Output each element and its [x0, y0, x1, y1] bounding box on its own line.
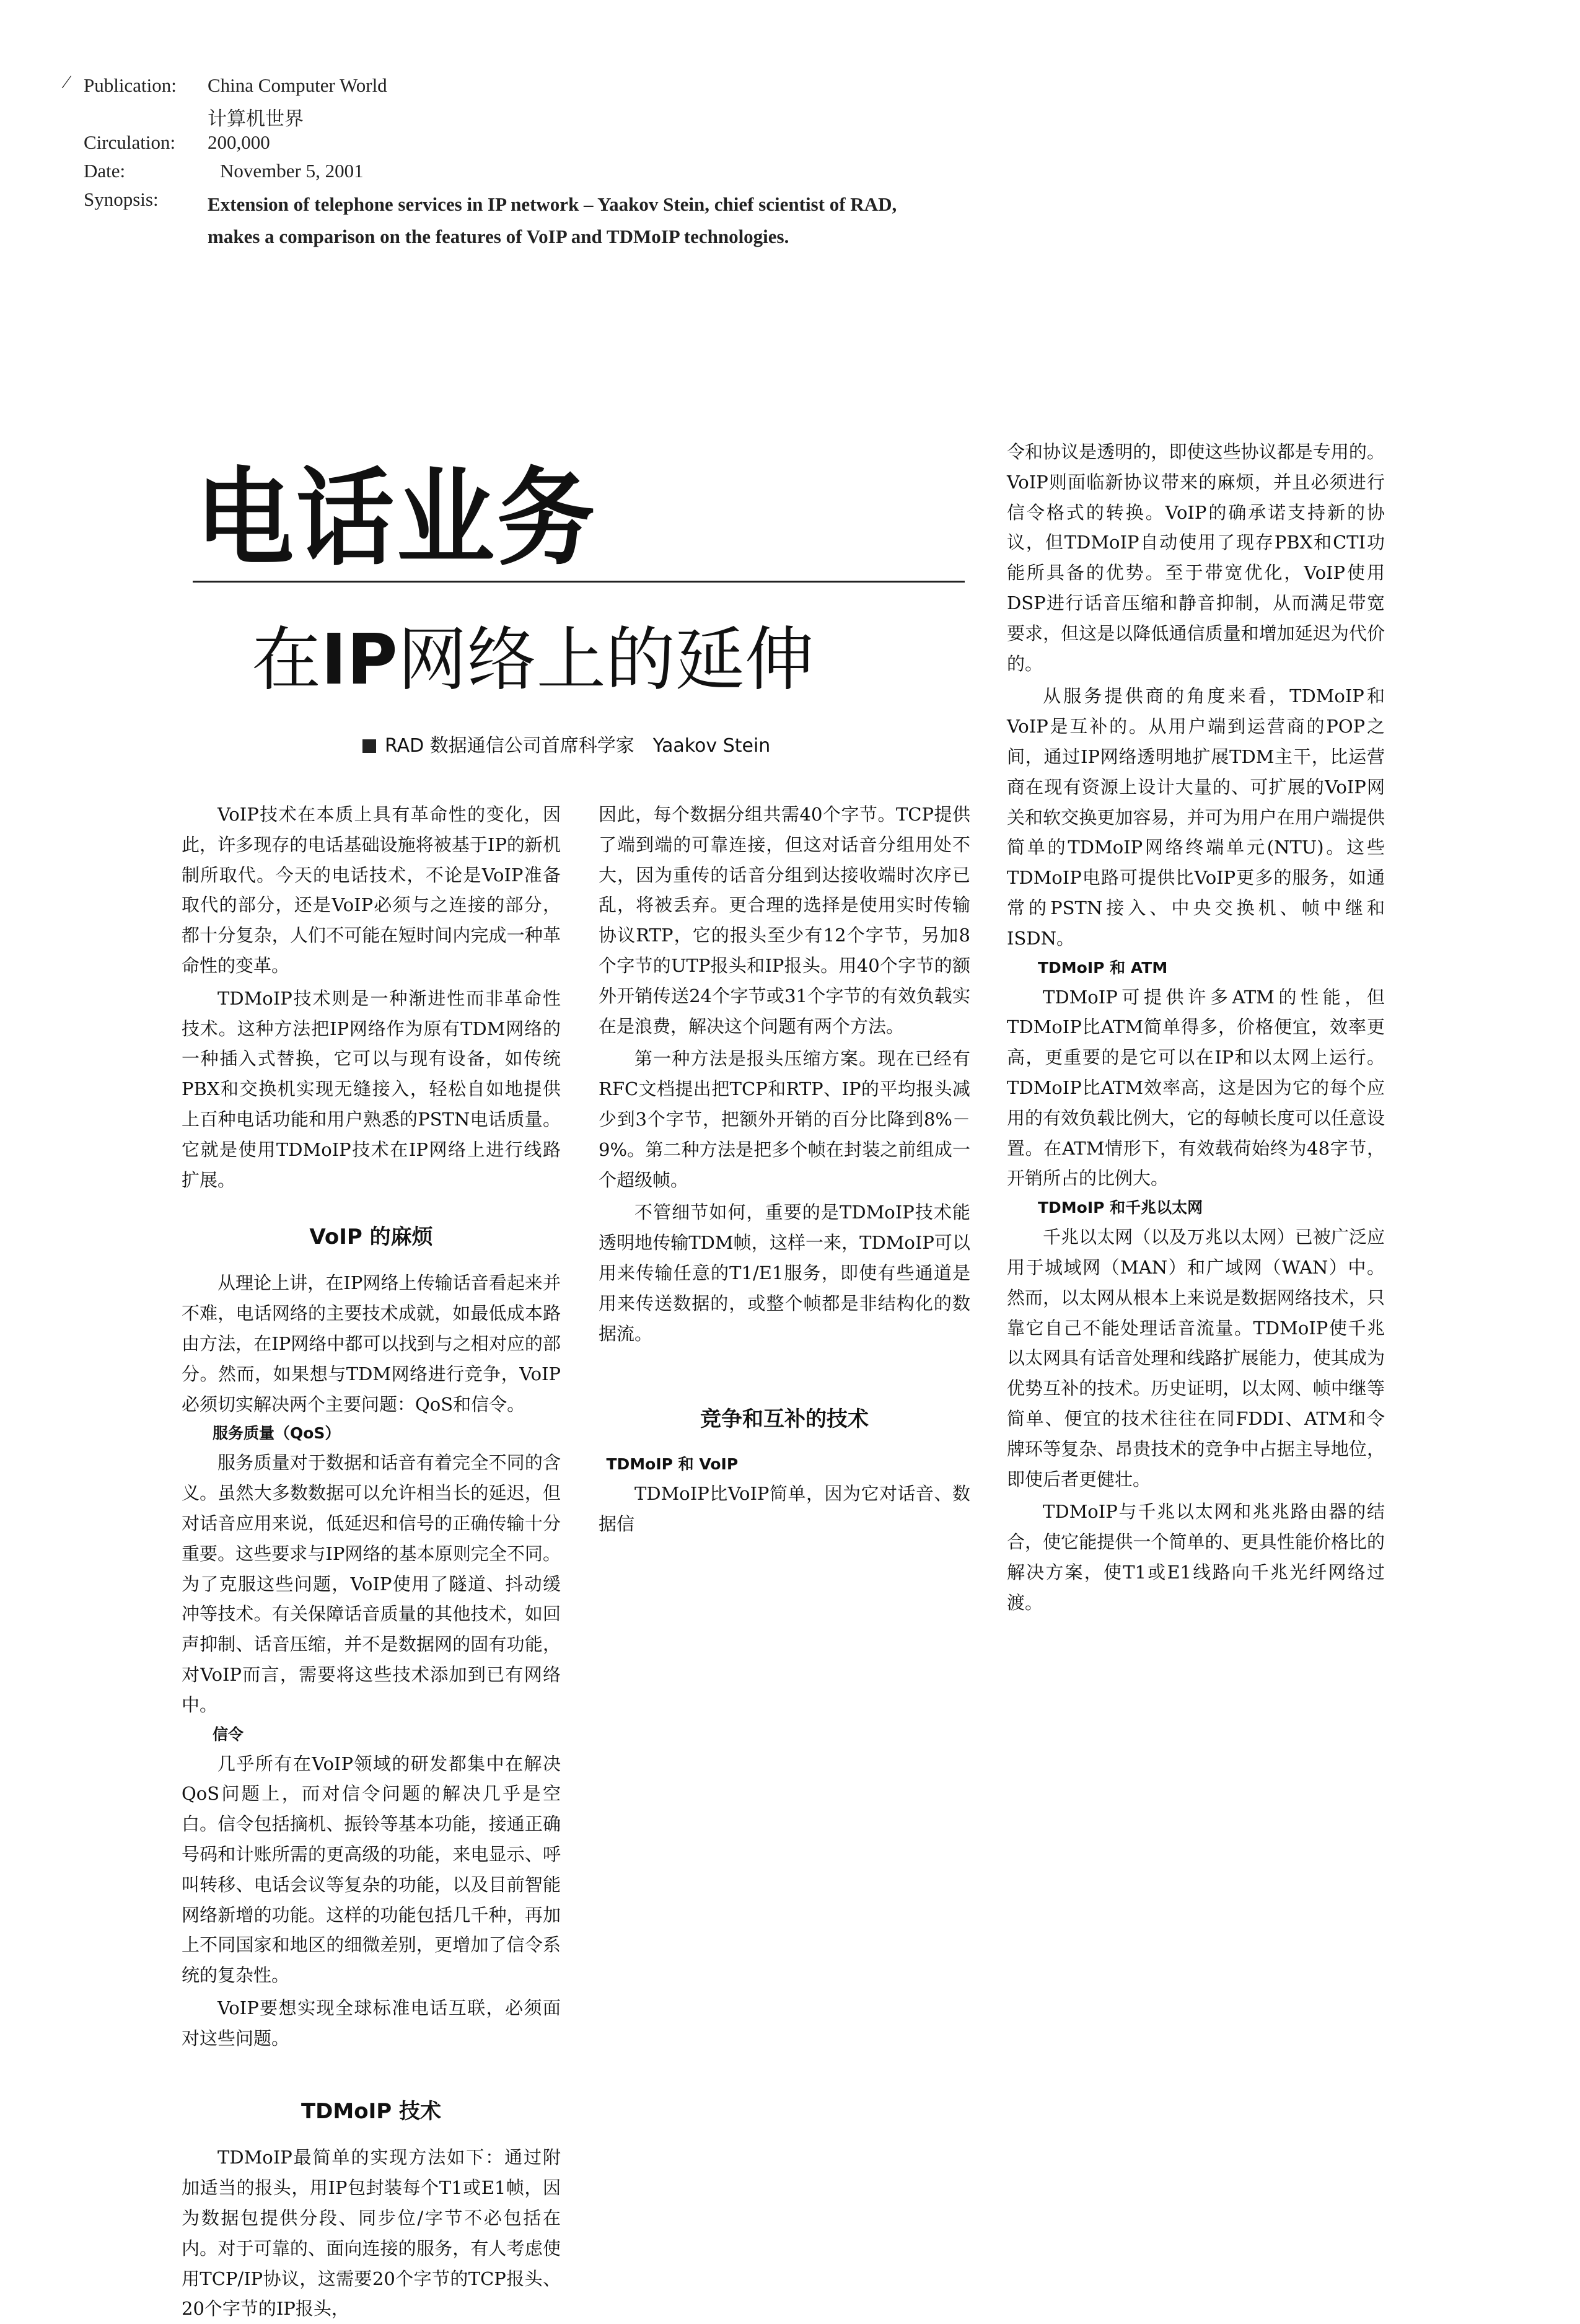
subheading-tdmoip-atm: TDMoIP 和 ATM	[1038, 958, 1168, 977]
paragraph: 从服务提供商的角度来看，TDMoIP和VoIP是互补的。从用户端到运营商的POP之间，通过IP网络透明地扩展TDM主干，比运营商在现有资源上设计大量的、可扩展的VoIP网关和软交换更加容易，并可为用户在用户端提供简单的TDMoIP网络终端单元(NTU)。这些TDMoIP电路可提供比VoIP更多的服务，如通常的PSTN接入、中央交换机、帧中继和ISDN。	[1007, 685, 1385, 949]
paragraph: 因此，每个数据分组共需40个字节。TCP提供了端到端的可靠连接，但这对话音分组用处不大，因为重传的话音分组到达接收端时次序已乱，将被丢弃。更合理的选择是使用实时传输协议RTP，它的报头至少有12个字节，另加8个字节的UTP报头和IP报头。用40个字节的额外开销传送24个字节或31个字节的有效负载实在是浪费，解决这个问题有两个方法。	[599, 804, 970, 1037]
circulation-value: 200,000	[208, 131, 270, 153]
paragraph: TDMoIP比VoIP简单，因为它对话音、数据信	[599, 1483, 970, 1535]
article-title: 电话业务	[196, 457, 597, 581]
byline	[362, 730, 770, 757]
publication-label: Publication:	[84, 74, 177, 96]
section-heading-tdmoip: TDMoIP 技术	[301, 2099, 441, 2124]
subheading-tdmoip-voip: TDMoIP 和 VoIP	[606, 1455, 739, 1474]
publication-value: China Computer World	[208, 74, 387, 96]
article-subtitle	[252, 604, 814, 704]
column-1	[182, 799, 561, 2324]
paragraph: TDMoIP技术则是一种渐进性而非革命性技术。这种方法把IP网络作为原有TDM网络的一种插入式替换，它可以与现有设备，如传统PBX和交换机实现无缝接入，轻松自如地提供上百种电话功能和用户熟悉的PSTN电话质量。它就是使用TDMoIP技术在IP网络上进行线路扩展。	[182, 987, 561, 1191]
paragraph: 千兆以太网（以及万兆以太网）已被广泛应用于城域网（MAN）和广域网（WAN）中。然而，以太网从根本上来说是数据网络技术，只靠它自己不能处理话音流量。TDMoIP使千兆以太网具有话音处理和线路扩展能力，使其成为优势互补的技术。历史证明，以太网、帧中继等简单、便宜的技术往往在同FDDI、ATM和令牌环等复杂、昂贵技术的竞争中占据主导地位，即使后者更健壮。	[1007, 1226, 1385, 1490]
section-heading-competition: 竞争和互补的技术	[700, 1407, 869, 1432]
synopsis-label: Synopsis:	[84, 188, 159, 210]
byline-text: RAD 数据通信公司首席科学家 Yaakov Stein	[385, 735, 771, 757]
subtitle-ip: IP	[321, 620, 398, 700]
paragraph: TDMoIP可提供许多ATM的性能，但TDMoIP比ATM简单得多，价格便宜，效率更高，更重要的是它可以在IP和以太网上运行。TDMoIP比ATM效率高，这是因为它的每个应用的有效负载比例大，它的每帧长度可以任意设置。在ATM情形下，有效载荷始终为48字节，开销所占的比例大。	[1007, 986, 1385, 1189]
paragraph: TDMoIP与千兆以太网和兆兆路由器的结合，使它能提供一个简单的、更具性能价格比的解决方案，使T1或E1线路向千兆光纤网络过渡。	[1007, 1501, 1385, 1613]
subheading-signaling: 信令	[213, 1725, 244, 1743]
paragraph: 几乎所有在VoIP领域的研发都集中在解决QoS问题上，而对信令问题的解决几乎是空白。信令包括摘机、振铃等基本功能，接通正确号码和计账所需的更高级的功能，来电显示、呼叫转移、电话会议等复杂的功能，以及目前智能网络新增的功能。这样的功能包括几千种，再加上不同国家和地区的细微差别，更增加了信令系统的复杂性。	[182, 1753, 561, 1986]
date-value: November 5, 2001	[220, 160, 364, 182]
synopsis-value: Extension of telephone services in IP network – Yaakov Stein, chief scientist of RAD, makes a comparison on the features of VoIP and TDMoIP technologies.	[208, 193, 897, 247]
pen-mark: ⁄	[65, 72, 69, 92]
paragraph: VoIP要想实现全球标准电话互联，必须面对这些问题。	[182, 1997, 561, 2049]
publication-cn-value: 计算机世界	[208, 108, 304, 130]
square-bullet-icon	[362, 739, 376, 753]
date-label: Date:	[84, 160, 126, 182]
paragraph: 不管细节如何，重要的是TDMoIP技术能透明地传输TDM帧，这样一来，TDMoIP可以用来传输任意的T1/E1服务，即使有些通道是用来传送数据的，或整个帧都是非结构化的数据流。	[599, 1202, 970, 1344]
section-heading-voip: VoIP 的麻烦	[309, 1225, 433, 1250]
circulation-label: Circulation:	[84, 131, 176, 153]
subheading-tdmoip-gigabit: TDMoIP 和千兆以太网	[1038, 1199, 1203, 1217]
paragraph: 第一种方法是报头压缩方案。现在已经有RFC文档提出把TCP和RTP、IP的平均报头减少到3个字节，把额外开销的百分比降到8%－9%。第二种方法是把多个帧在封装之前组成一个超级帧。	[599, 1048, 970, 1191]
paragraph: VoIP技术在本质上具有革命性的变化，因此，许多现存的电话基础设施将被基于IP的新机制所取代。今天的电话技术，不论是VoIP准备取代的部分，还是VoIP必须与之连接的部分，都十分复杂，人们不可能在短时间内完成一种革命性的变革。	[182, 804, 561, 976]
subtitle-post: 网络上的延伸	[397, 620, 814, 700]
paragraph: TDMoIP最简单的实现方法如下：通过附加适当的报头，用IP包封装每个T1或E1帧，因为数据包提供分段、同步位/字节不必包括在内。对于可靠的、面向连接的服务，有人考虑使用TCP/IP协议，这需要20个字节的TCP报头、20个字节的IP报头，	[182, 2147, 561, 2320]
column-3	[1007, 437, 1385, 1618]
column-2	[599, 799, 970, 1539]
paragraph: 令和协议是透明的，即使这些协议都是专用的。VoIP则面临新协议带来的麻烦，并且必须进行信令格式的转换。VoIP的确承诺支持新的协议，但TDMoIP自动使用了现存PBX和CTI功能所具备的优势。至于带宽优化，VoIP使用DSP进行话音压缩和静音抑制，从而满足带宽要求，但这是以降低通信质量和增加延迟为代价的。	[1007, 441, 1385, 674]
subheading-qos: 服务质量（QoS）	[213, 1424, 341, 1443]
paragraph: 从理论上讲，在IP网络上传输话音看起来并不难，电话网络的主要技术成就，如最低成本路由方法，在IP网络中都可以找到与之相对应的部分。然而，如果想与TDM网络进行竞争，VoIP必须切实解决两个主要问题：QoS和信令。	[182, 1272, 561, 1415]
subtitle-pre: 在	[252, 620, 321, 700]
paragraph: 服务质量对于数据和话音有着完全不同的含义。虽然大多数数据可以允许相当长的延迟，但对话音应用来说，低延迟和信号的正确传输十分重要。这些要求与IP网络的基本原则完全不同。为了克服这些问题，VoIP使用了隧道、抖动缓冲等技术。有关保障话音质量的其他技术，如回声抑制、话音压缩，并不是数据网的固有功能，对VoIP而言，需要将这些技术添加到已有网络中。	[182, 1452, 561, 1715]
title-divider	[193, 581, 965, 583]
